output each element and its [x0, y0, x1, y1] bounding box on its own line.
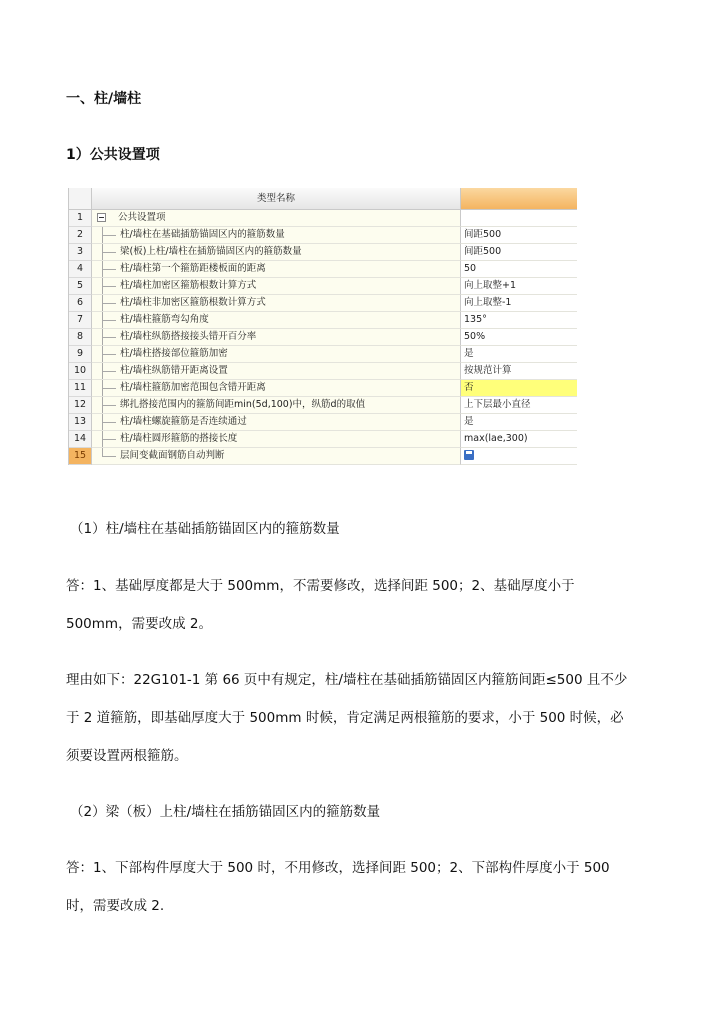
row-value-cell[interactable] — [461, 448, 577, 465]
tree-branch — [102, 422, 116, 423]
row-value-cell[interactable]: 50% — [461, 329, 577, 346]
row-name-cell[interactable] — [92, 329, 461, 346]
table-row[interactable] — [69, 312, 577, 329]
row-value-cell[interactable] — [461, 210, 577, 227]
tree-branch — [102, 354, 116, 355]
row-name-cell[interactable] — [92, 312, 461, 329]
row-value-cell[interactable]: 向上取整+1 — [461, 278, 577, 295]
row-name-label: 绑扎搭接范围内的箍筋间距min(5d,100)中，纵筋d的取值 — [120, 399, 366, 410]
row-value-cell[interactable]: 按规范计算 — [461, 363, 577, 380]
table-row[interactable] — [69, 414, 577, 431]
checkbox-icon[interactable] — [464, 450, 474, 460]
row-number: 14 — [69, 431, 92, 448]
answer-1-line-1: 答：1、基础厚度都是大于 500mm，不需要修改，选择间距 500；2、基础厚度小于 — [66, 578, 575, 594]
tree-line — [102, 448, 103, 456]
table-row[interactable] — [69, 244, 577, 261]
table-header — [69, 188, 577, 210]
header-value[interactable] — [461, 188, 577, 210]
tree-branch — [102, 252, 116, 253]
table-row[interactable] — [69, 448, 577, 465]
row-value-cell[interactable]: 间距500 — [461, 227, 577, 244]
row-number: 15 — [69, 448, 92, 465]
table-row[interactable] — [69, 210, 577, 227]
row-name-label: 柱/墙柱圆形箍筋的搭接长度 — [120, 433, 238, 444]
row-name-label: 柱/墙柱第一个箍筋距楼板面的距离 — [120, 263, 266, 274]
tree-branch — [102, 405, 116, 406]
row-name-label: 柱/墙柱加密区箍筋根数计算方式 — [120, 280, 257, 291]
row-name-cell[interactable] — [92, 210, 461, 227]
row-number: 12 — [69, 397, 92, 414]
row-name-label: 柱/墙柱螺旋箍筋是否连续通过 — [120, 416, 247, 427]
row-number: 6 — [69, 295, 92, 312]
row-name-cell[interactable] — [92, 227, 461, 244]
row-name-label: 公共设置项 — [118, 212, 166, 223]
table-row[interactable] — [69, 329, 577, 346]
answer-1-line-2: 500mm，需要改成 2。 — [66, 616, 212, 632]
row-number: 8 — [69, 329, 92, 346]
section-heading: 一、柱/墙柱 — [66, 91, 142, 107]
collapse-icon[interactable] — [97, 213, 106, 222]
header-corner — [69, 188, 92, 210]
reason-line-2: 于 2 道箍筋，即基础厚度大于 500mm 时候，肯定满足两根箍筋的要求，小于 500 时候，必 — [66, 710, 624, 726]
table-row[interactable] — [69, 227, 577, 244]
tree-branch — [102, 456, 116, 457]
row-value-cell[interactable]: 间距500 — [461, 244, 577, 261]
row-name-cell[interactable] — [92, 295, 461, 312]
header-type-name[interactable]: 类型名称 — [92, 188, 461, 210]
settings-table — [68, 188, 577, 465]
row-number: 3 — [69, 244, 92, 261]
table-row[interactable] — [69, 397, 577, 414]
row-number: 5 — [69, 278, 92, 295]
tree-branch — [102, 337, 116, 338]
row-name-label: 柱/墙柱箍筋弯勾角度 — [120, 314, 209, 325]
row-name-cell[interactable] — [92, 244, 461, 261]
tree-branch — [102, 286, 116, 287]
row-name-cell[interactable] — [92, 380, 461, 397]
row-number: 13 — [69, 414, 92, 431]
tree-branch — [102, 439, 116, 440]
tree-branch — [102, 320, 116, 321]
row-name-cell[interactable] — [92, 414, 461, 431]
reason-line-3: 须要设置两根箍筋。 — [66, 748, 188, 764]
row-name-label: 柱/墙柱搭接部位箍筋加密 — [120, 348, 228, 359]
row-name-label: 柱/墙柱纵筋错开距离设置 — [120, 365, 228, 376]
table-row[interactable] — [69, 295, 577, 312]
subsection-heading: 1）公共设置项 — [66, 147, 160, 163]
tree-branch — [102, 269, 116, 270]
row-name-cell[interactable] — [92, 397, 461, 414]
row-number: 1 — [69, 210, 92, 227]
table-row[interactable] — [69, 431, 577, 448]
row-number: 10 — [69, 363, 92, 380]
row-number: 11 — [69, 380, 92, 397]
row-value-cell[interactable]: 135° — [461, 312, 577, 329]
row-name-cell[interactable] — [92, 363, 461, 380]
tree-branch — [102, 303, 116, 304]
row-name-label: 柱/墙柱在基础插筋锚固区内的箍筋数量 — [120, 229, 285, 240]
row-name-cell[interactable] — [92, 346, 461, 363]
question-1-title: （1）柱/墙柱在基础插筋锚固区内的箍筋数量 — [70, 521, 340, 537]
tree-branch — [102, 235, 116, 236]
reason-line-1: 理由如下：22G101-1 第 66 页中有规定，柱/墙柱在基础插筋锚固区内箍筋间距≤500 且不少 — [66, 672, 628, 688]
answer-2-line-1: 答：1、下部构件厚度大于 500 时，不用修改，选择间距 500；2、下部构件厚度小于 500 — [66, 860, 610, 876]
row-value-cell[interactable]: 是 — [461, 346, 577, 363]
row-name-cell[interactable] — [92, 431, 461, 448]
row-value-cell[interactable]: 50 — [461, 261, 577, 278]
table-row[interactable] — [69, 363, 577, 380]
row-value-cell[interactable]: 向上取整-1 — [461, 295, 577, 312]
row-value-cell[interactable]: 是 — [461, 414, 577, 431]
row-value-cell[interactable]: 否 — [461, 380, 577, 397]
row-number: 2 — [69, 227, 92, 244]
row-name-label: 柱/墙柱非加密区箍筋根数计算方式 — [120, 297, 266, 308]
table-row[interactable] — [69, 380, 577, 397]
row-name-label: 柱/墙柱纵筋搭接接头错开百分率 — [120, 331, 257, 342]
row-number: 4 — [69, 261, 92, 278]
tree-branch — [102, 371, 116, 372]
table-row[interactable] — [69, 261, 577, 278]
row-number: 9 — [69, 346, 92, 363]
row-name-label: 梁(板)上柱/墙柱在插筋锚固区内的箍筋数量 — [120, 246, 302, 257]
tree-branch — [102, 388, 116, 389]
row-name-cell[interactable] — [92, 261, 461, 278]
row-value-cell[interactable]: max(lae,300) — [461, 431, 577, 448]
question-2-title: （2）梁（板）上柱/墙柱在插筋锚固区内的箍筋数量 — [70, 804, 381, 820]
row-name-label: 柱/墙柱箍筋加密范围包含错开距离 — [120, 382, 266, 393]
table-row[interactable] — [69, 278, 577, 295]
table-row[interactable] — [69, 346, 577, 363]
row-value-cell[interactable]: 上下层最小直径 — [461, 397, 577, 414]
table-body — [69, 210, 577, 465]
row-name-cell[interactable] — [92, 448, 461, 465]
row-name-label: 层间变截面钢筋自动判断 — [120, 450, 225, 461]
row-name-cell[interactable] — [92, 278, 461, 295]
answer-2-line-2: 时，需要改成 2. — [66, 898, 165, 914]
row-number: 7 — [69, 312, 92, 329]
